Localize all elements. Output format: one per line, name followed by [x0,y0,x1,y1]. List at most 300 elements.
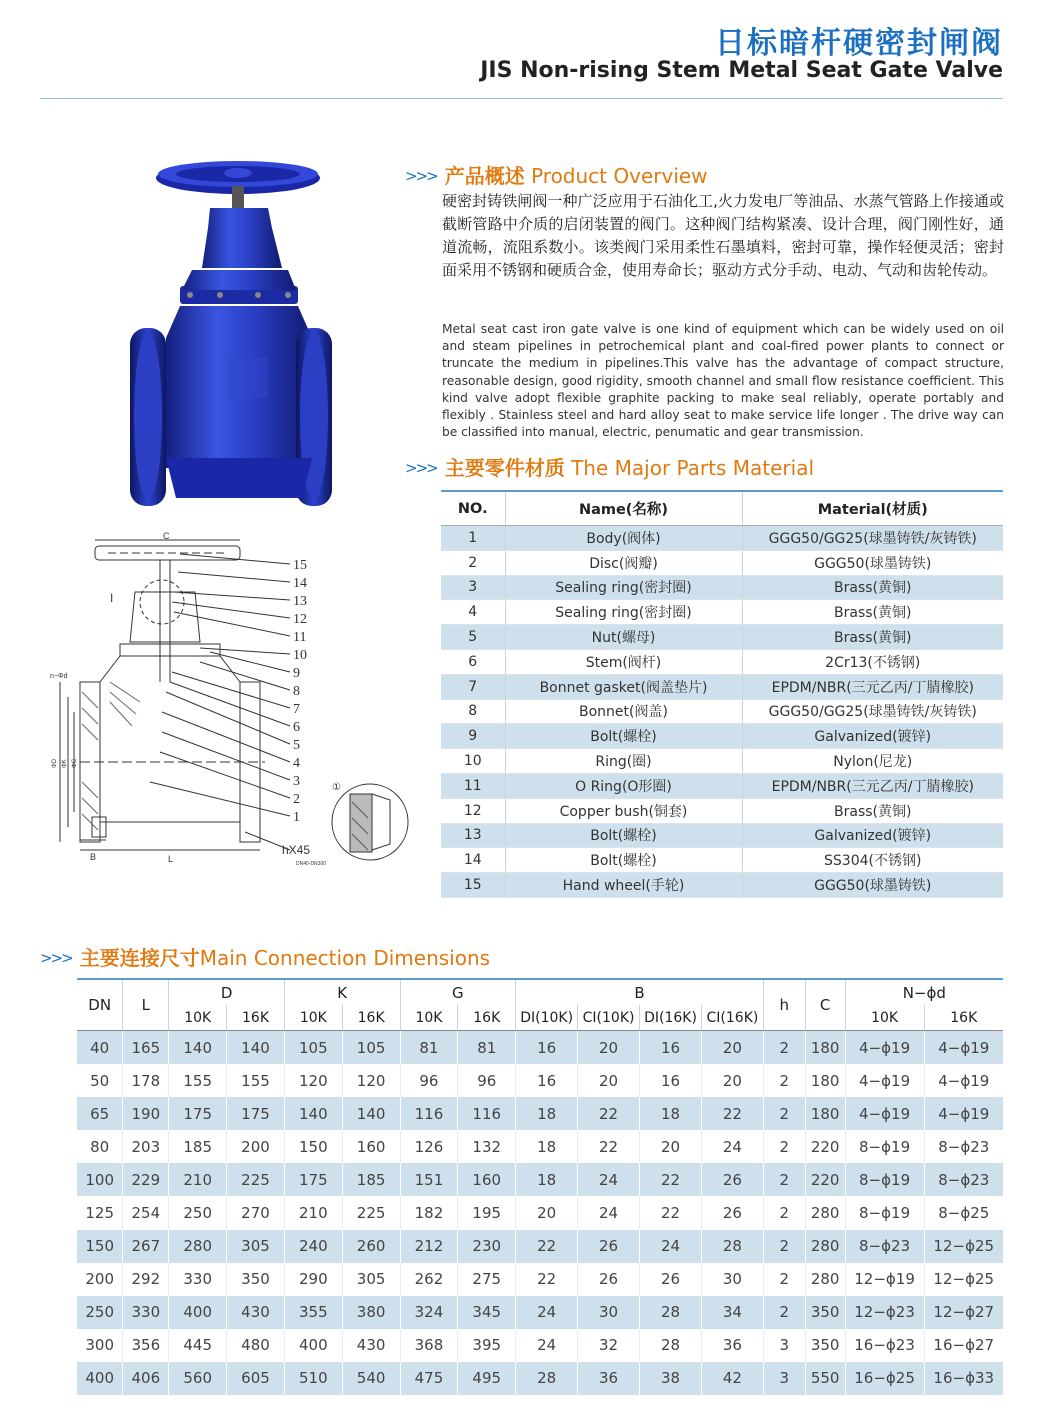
table-cell: 28 [701,1230,763,1263]
table-cell: 254 [123,1196,169,1229]
parts-heading [405,452,814,481]
table-cell: Brass(黄铜) [742,798,1003,823]
table-row [77,1230,1003,1263]
table-cell: 290 [284,1263,342,1296]
table-cell: 120 [342,1064,400,1097]
table-cell: 430 [342,1329,400,1362]
parts-material-table [441,490,1003,898]
table-cell: 6 [441,649,505,674]
parts-col-header: NO. [441,491,505,526]
table-cell: 8−ϕ23 [924,1163,1003,1196]
table-cell: 356 [123,1329,169,1362]
table-cell: 160 [342,1130,400,1163]
part-number-3: 3 [293,774,300,789]
table-cell: 345 [458,1296,516,1329]
table-cell: Ring(圈) [505,749,742,774]
table-cell: Nylon(尼龙) [742,749,1003,774]
table-cell: 350 [805,1296,845,1329]
table-cell: 16 [640,1064,702,1097]
table-cell: 125 [85,1204,115,1223]
table-cell: 20 [578,1031,640,1065]
dim-l-label: L [168,854,174,864]
table-cell: 16−ϕ25 [845,1362,924,1395]
table-cell: 38 [640,1362,702,1395]
table-cell: 4−ϕ19 [924,1031,1003,1065]
dim-b-label: B [90,852,97,862]
table-row [77,1031,1003,1065]
table-cell: 4−ϕ19 [845,1064,924,1097]
table-cell: 2 [763,1230,805,1263]
table-cell: 230 [458,1230,516,1263]
table-cell: 267 [123,1230,169,1263]
table-cell: 5 [441,625,505,650]
table-cell: Body(阀体) [505,526,742,551]
table-cell: 26 [701,1163,763,1196]
table-cell: 32 [578,1329,640,1362]
table-cell: 24 [578,1196,640,1229]
table-cell: 150 [284,1130,342,1163]
table-row [77,1097,1003,1130]
table-cell: 2Cr13(不锈钢) [742,649,1003,674]
table-cell: 20 [578,1064,640,1097]
table-row [441,823,1003,848]
col-subheader: CI(10K) [578,1005,640,1031]
part-number-6: 6 [293,720,300,735]
table-cell: 350 [227,1263,285,1296]
overview-heading [405,160,708,189]
table-cell: 1 [441,526,505,551]
table-cell: 22 [701,1097,763,1130]
table-cell: Brass(黄铜) [742,575,1003,600]
part-number-1: 1 [293,810,300,825]
table-cell: Disc(阀瓣) [505,550,742,575]
table-cell: 8−ϕ23 [845,1230,924,1263]
overview-heading-en: Product Overview [531,164,708,188]
table-cell: 10 [441,749,505,774]
table-cell: 350 [805,1329,845,1362]
table-cell: 220 [805,1163,845,1196]
table-cell: 8−ϕ19 [845,1163,924,1196]
table-row [441,575,1003,600]
table-cell: 262 [400,1263,458,1296]
table-cell: 212 [400,1230,458,1263]
chevron-right-icon: >>> [40,949,72,967]
dim-c-label: C [163,532,170,541]
table-cell: 185 [342,1163,400,1196]
table-cell: 140 [227,1031,285,1065]
table-cell: 24 [516,1329,578,1362]
dimensions-heading [40,942,490,971]
table-cell: 300 [85,1336,115,1355]
col-subheader: 10K [400,1005,458,1031]
table-cell: 96 [458,1064,516,1097]
table-cell: 140 [342,1097,400,1130]
table-cell: 220 [805,1130,845,1163]
table-cell: 81 [400,1031,458,1065]
table-cell: 4−ϕ19 [845,1097,924,1130]
table-row [441,699,1003,724]
table-cell: 26 [578,1230,640,1263]
table-cell: 140 [169,1031,227,1065]
table-row [441,550,1003,575]
detail-mark: I [110,591,114,605]
table-cell: 4 [441,600,505,625]
col-header-nd: N−ϕd [845,979,1003,1005]
table-cell: 22 [578,1130,640,1163]
table-cell: 28 [516,1362,578,1395]
table-cell: 12−ϕ27 [924,1296,1003,1329]
table-cell: 8−ϕ23 [924,1130,1003,1163]
table-cell: GGG50/GG25(球墨铸铁/灰铸铁) [742,699,1003,724]
table-cell: 16−ϕ33 [924,1362,1003,1395]
table-cell: 16 [516,1064,578,1097]
table-cell: 155 [169,1064,227,1097]
col-header-c: C [805,979,845,1031]
table-cell: 4−ϕ19 [924,1064,1003,1097]
table-cell: 210 [284,1196,342,1229]
table-cell: 400 [284,1329,342,1362]
table-row [441,724,1003,749]
table-cell: GGG50/GG25(球墨铸铁/灰铸铁) [742,526,1003,551]
table-cell: 160 [458,1163,516,1196]
table-cell: 4−ϕ19 [845,1031,924,1065]
table-cell: 26 [701,1196,763,1229]
col-header-d: D [169,979,285,1005]
table-cell: 24 [701,1130,763,1163]
table-cell: 96 [400,1064,458,1097]
table-cell: 12−ϕ25 [924,1263,1003,1296]
table-cell: 4−ϕ19 [924,1097,1003,1130]
table-cell: GGG50(球墨铸铁) [742,873,1003,898]
table-cell: 175 [169,1097,227,1130]
table-cell: 406 [123,1362,169,1395]
table-cell: Bolt(螺栓) [505,848,742,873]
table-cell: 30 [578,1296,640,1329]
table-cell: 292 [123,1263,169,1296]
table-cell: 8 [441,699,505,724]
table-cell: 18 [516,1163,578,1196]
page-title-en: JIS Non-rising Stem Metal Seat Gate Valve [480,58,1003,83]
table-row [441,749,1003,774]
table-cell: Sealing ring(密封圈) [505,600,742,625]
table-cell: EPDM/NBR(三元乙丙/丁腈橡胶) [742,674,1003,699]
table-cell: 155 [227,1064,285,1097]
table-cell: 180 [805,1097,845,1130]
part-number-10: 10 [293,648,307,663]
table-cell: 16−ϕ23 [845,1329,924,1362]
table-cell: Nut(螺母) [505,625,742,650]
table-cell: 175 [227,1097,285,1130]
table-cell: 120 [284,1064,342,1097]
table-cell: 305 [227,1230,285,1263]
overview-heading-cn: 产品概述 [444,164,525,188]
overview-text-cn: 硬密封铸铁闸阀一种广泛应用于石油化工,火力发电厂等油品、水蒸气管路上作接通或截断管路中介质的启闭装置的阀门。这种阀门结构紧凑、设计合理，阀门刚性好，通道流畅，流阻系数小。该类阀门采用柔性石墨填料，密封可靠，操作轻便灵活；密封面采用不锈钢和硬质合金，使用寿命长；驱动方式分手动、电动、气动和齿轮传动。 [442,192,1004,279]
table-cell: 225 [342,1196,400,1229]
dimensions-heading-en: Main Connection Dimensions [199,946,491,970]
col-header-b: B [516,979,764,1005]
table-cell: 13 [441,823,505,848]
table-cell: Bonnet gasket(阀盖垫片) [505,674,742,699]
table-cell: 2 [441,550,505,575]
table-row [441,848,1003,873]
part-number-13: 13 [293,594,307,609]
table-cell: 182 [400,1196,458,1229]
table-cell: 210 [169,1163,227,1196]
dim-g-label: ΦG [72,758,78,768]
col-subheader: 16K [924,1005,1003,1031]
table-cell: 250 [169,1196,227,1229]
table-cell: Brass(黄铜) [742,600,1003,625]
table-cell: 12−ϕ23 [845,1296,924,1329]
table-row [441,873,1003,898]
dim-d-label: ΦD [52,758,58,768]
table-cell: 324 [400,1296,458,1329]
table-cell: 190 [123,1097,169,1130]
table-cell: 28 [640,1329,702,1362]
table-cell: 9 [441,724,505,749]
table-cell: 24 [640,1230,702,1263]
connection-dimensions-table [77,978,1003,1395]
table-cell: 22 [516,1230,578,1263]
table-cell: 42 [701,1362,763,1395]
table-cell: 229 [123,1163,169,1196]
part-number-11: 11 [293,630,307,645]
table-cell: 26 [640,1263,702,1296]
part-number-4: 4 [293,756,300,771]
table-cell: 24 [578,1163,640,1196]
table-cell: 22 [640,1163,702,1196]
table-row [441,798,1003,823]
table-cell: 16−ϕ27 [924,1329,1003,1362]
table-row [77,1163,1003,1196]
col-subheader: DI(16K) [640,1005,702,1031]
table-cell: Galvanized(镀锌) [742,823,1003,848]
table-cell: 105 [284,1031,342,1065]
col-subheader: CI(16K) [701,1005,763,1031]
table-cell: 2 [763,1196,805,1229]
part-number-5: 5 [293,738,300,753]
table-cell: SS304(不锈钢) [742,848,1003,873]
chevron-right-icon: >>> [405,167,437,185]
part-number-2: 2 [293,792,300,807]
table-cell: 15 [441,873,505,898]
table-row [77,1263,1003,1296]
table-row [77,1130,1003,1163]
table-cell: 400 [77,1362,123,1395]
table-cell: 2 [763,1296,805,1329]
page-title-cn: 日标暗杆硬密封闸阀 [715,26,1003,61]
col-subheader: 16K [458,1005,516,1031]
col-subheader: 16K [227,1005,285,1031]
table-cell: 36 [578,1362,640,1395]
table-cell: 20 [640,1130,702,1163]
table-cell: 280 [805,1230,845,1263]
parts-heading-cn: 主要零件材质 [444,456,565,480]
table-cell: 3 [441,575,505,600]
table-cell: 11 [441,773,505,798]
table-cell: 20 [516,1196,578,1229]
table-cell: 22 [578,1097,640,1130]
part-number-15: 15 [293,558,307,573]
table-cell: Bolt(螺栓) [505,724,742,749]
valve-section-drawing [50,532,420,872]
dim-k-label: ΦK [62,759,68,768]
table-cell: 28 [640,1296,702,1329]
table-cell: 305 [342,1263,400,1296]
table-cell: 2 [763,1031,805,1065]
table-cell: 368 [400,1329,458,1362]
table-cell: 203 [123,1130,169,1163]
table-cell: Brass(黄铜) [742,625,1003,650]
table-cell: 14 [441,848,505,873]
table-cell: 12 [441,798,505,823]
table-cell: 445 [169,1329,227,1362]
table-cell: 2 [763,1064,805,1097]
table-cell: 2 [763,1130,805,1163]
table-cell: 185 [169,1130,227,1163]
table-row [77,1329,1003,1362]
table-row [77,1196,1003,1229]
table-cell: 475 [400,1362,458,1395]
table-cell: 480 [227,1329,285,1362]
table-cell: Sealing ring(密封圈) [505,575,742,600]
table-cell: 280 [805,1196,845,1229]
table-row [77,1296,1003,1329]
table-cell: 240 [284,1230,342,1263]
parts-heading-en: The Major Parts Material [571,456,815,480]
table-row [441,649,1003,674]
table-cell: Bolt(螺栓) [505,823,742,848]
chevron-right-icon: >>> [405,459,437,477]
table-cell: 22 [516,1263,578,1296]
table-cell: 195 [458,1196,516,1229]
table-cell: 380 [342,1296,400,1329]
table-cell: 22 [640,1196,702,1229]
table-cell: Bonnet(阀盖) [505,699,742,724]
table-cell: 395 [458,1329,516,1362]
table-cell: 105 [342,1031,400,1065]
table-cell: 30 [701,1263,763,1296]
table-cell: 20 [701,1064,763,1097]
table-cell: 2 [763,1097,805,1130]
col-subheader: 16K [342,1005,400,1031]
table-cell: 355 [284,1296,342,1329]
table-cell: 8−ϕ19 [845,1130,924,1163]
table-cell: EPDM/NBR(三元乙丙/丁腈橡胶) [742,773,1003,798]
table-row [441,773,1003,798]
table-cell: 65 [77,1097,123,1130]
table-row [441,600,1003,625]
table-cell: 26 [578,1263,640,1296]
table-cell: 605 [227,1362,285,1395]
table-cell: 270 [227,1196,285,1229]
part-number-7: 7 [293,702,300,717]
overview-text-en: Metal seat cast iron gate valve is one kind of equipment which can be widely used on oil and steam pipelines in petrochemical plant and coal-fired power plants to connect or truncate the medium in pipelines.This valve has the advantage of compact structure, reasonable design, good rigidity, smooth channel and small flow resistance coefficient. This kind valve adopt flexible graphite packing to make seal reliably, operate portably and flexibly . Stainless steel and hard alloy seat to make service life longer . The drive way can be classified into manual, electric, penumatic and gear transmission. [442,322,1004,440]
table-cell: 50 [90,1071,110,1090]
table-cell: 80 [90,1137,110,1156]
table-cell: 18 [640,1097,702,1130]
table-cell: Hand wheel(手轮) [505,873,742,898]
table-cell: 18 [516,1097,578,1130]
table-row [441,674,1003,699]
table-cell: 8−ϕ25 [924,1196,1003,1229]
valve-product-image [120,158,350,518]
col-subheader: 10K [845,1005,924,1031]
table-cell: 7 [441,674,505,699]
col-header-g: G [400,979,516,1005]
table-row [441,625,1003,650]
table-cell: 24 [516,1296,578,1329]
table-cell: 126 [400,1130,458,1163]
table-cell: 81 [458,1031,516,1065]
table-row [77,1064,1003,1097]
table-cell: 12−ϕ19 [845,1263,924,1296]
table-cell: Copper bush(铜套) [505,798,742,823]
col-subheader: 10K [169,1005,227,1031]
table-cell: 330 [169,1263,227,1296]
table-cell: 2 [763,1163,805,1196]
table-cell: 180 [805,1064,845,1097]
part-number-14: 14 [293,576,307,591]
table-cell: 3 [763,1329,805,1362]
col-header-k: K [284,979,400,1005]
col-header-h: h [763,979,805,1031]
table-cell: Stem(阀杆) [505,649,742,674]
table-cell: 20 [701,1031,763,1065]
table-cell: 36 [701,1329,763,1362]
table-cell: 200 [85,1270,115,1289]
dimensions-heading-cn: 主要连接尺寸 [79,946,200,970]
table-cell: 200 [227,1130,285,1163]
table-cell: 150 [77,1230,123,1263]
header-divider [40,98,1003,99]
table-cell: 8−ϕ19 [845,1196,924,1229]
table-cell: 12−ϕ25 [924,1230,1003,1263]
table-cell: 2 [763,1263,805,1296]
table-cell: 330 [123,1296,169,1329]
table-cell: 16 [516,1031,578,1065]
detail-circle-mark: ① [332,782,341,793]
table-cell: 540 [342,1362,400,1395]
table-cell: 250 [77,1296,123,1329]
col-subheader: DI(10K) [516,1005,578,1031]
table-cell: 165 [123,1031,169,1065]
table-cell: 260 [342,1230,400,1263]
table-row [77,1362,1003,1395]
table-cell: 225 [227,1163,285,1196]
table-cell: 116 [458,1097,516,1130]
table-cell: 3 [763,1362,805,1395]
table-cell: 132 [458,1130,516,1163]
col-header-l: L [123,979,169,1031]
table-cell: O Ring(O形圈) [505,773,742,798]
parts-col-header: Material(材质) [742,491,1003,526]
table-cell: 16 [640,1031,702,1065]
table-cell: 151 [400,1163,458,1196]
table-cell: 495 [458,1362,516,1395]
table-cell: 140 [284,1097,342,1130]
table-cell: 40 [77,1031,123,1065]
table-cell: 560 [169,1362,227,1395]
table-cell: 280 [805,1263,845,1296]
col-subheader: 10K [284,1005,342,1031]
table-cell: 100 [77,1163,123,1196]
part-number-9: 9 [293,666,300,681]
table-cell: 400 [169,1296,227,1329]
table-cell: 275 [458,1263,516,1296]
table-cell: 180 [805,1031,845,1065]
col-header-dn: DN [77,979,123,1031]
